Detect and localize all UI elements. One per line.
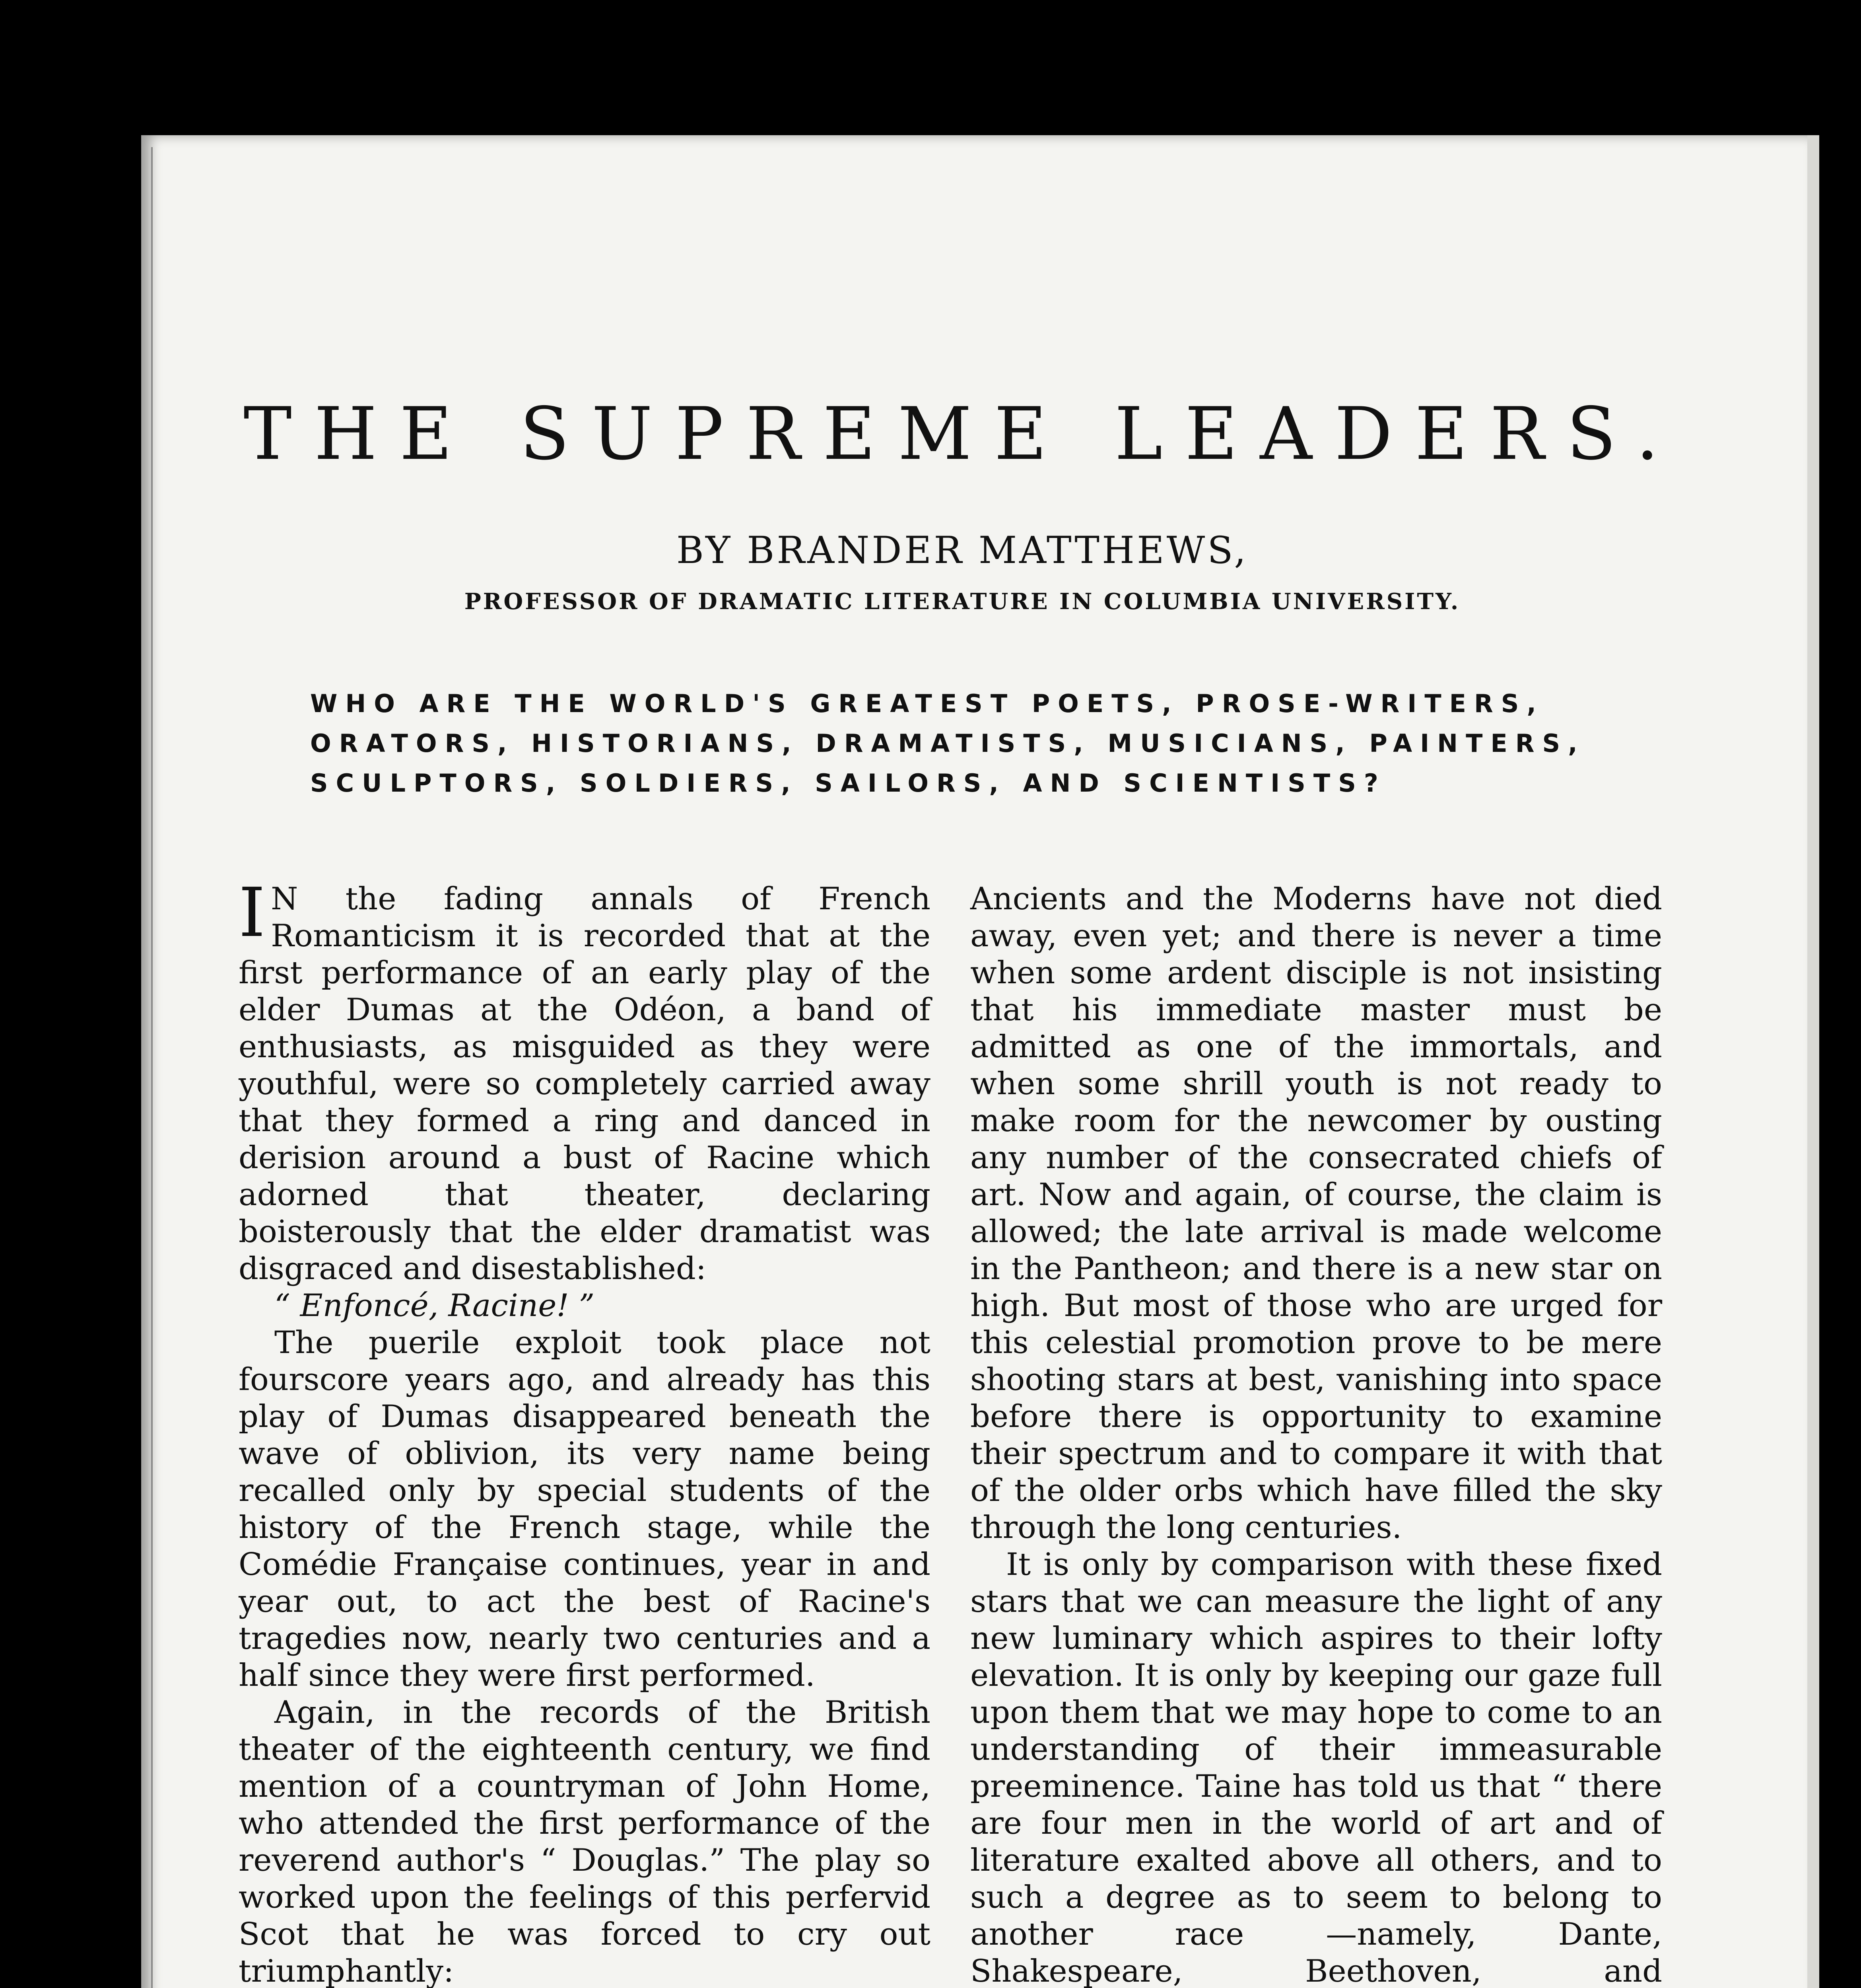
article-subtitle — [310, 684, 1634, 803]
paragraph: Ancients and the Moderns have not died away, even yet; and there is never a time when some ardent disciple is not insisting that his immediate master must be admitted as one of the immortals, and when some shrill youth is not ready to make room for the newcomer by ousting any number of the consecrated chiefs of art. Now and again, of course, the claim is allowed; the late arrival is made welcome in the Pantheon; and there is a new star on high. But most of those who are urged for this celestial promotion prove to be mere shooting stars at best, vanishing into space before there is opportunity to examine their spectrum and to compare it with that of the older orbs which have filled the sky through the long centuries. — [970, 881, 1662, 1545]
right-column — [970, 881, 1662, 1988]
subtitle-line-3: SCULPTORS, SOLDIERS, SAILORS, AND SCIENTISTS? — [310, 769, 1386, 798]
binding-line — [151, 147, 153, 1988]
subtitle-line-2: ORATORS, HISTORIANS, DRAMATISTS, MUSICIANS, PAINTERS, — [310, 729, 1585, 758]
paragraph — [239, 874, 930, 1287]
subtitle-line-1: WHO ARE THE WORLD'S GREATEST POETS, PROSE-WRITERS, — [310, 689, 1544, 718]
author-affiliation: PROFESSOR OF DRAMATIC LITERATURE IN COLUMBIA UNIVERSITY. — [464, 588, 1461, 615]
facing-page-edge — [1807, 135, 1819, 1988]
paragraph: The puerile exploit took place not fourscore years ago, and already has this play of Dumas disappeared beneath the wave of oblivion, its very name being recalled only by special students of the history of the French stage, while the Comédie Française continues, year in and year out, to act the best of Racine's tragedies now, nearly two centuries and a half since they were first performed. — [239, 1325, 930, 1693]
article-title: THE SUPREME LEADERS. — [243, 392, 1681, 476]
author-byline: BY BRANDER MATTHEWS, — [676, 529, 1249, 572]
paragraph: It is only by comparison with these fixed stars that we can measure the light of any new luminary which aspires to their lofty elevation. It is only by keeping our gaze full upon them that we may hope to come to an understanding of their immeasurable preeminence. Taine has told us that “ there are four men in the world of art and of literature exalted above all others, and to such a degree as to seem to belong to another race —namely, Dante, Shakespeare, Beethoven, and — [970, 1547, 1662, 1988]
drop-cap: I — [239, 874, 266, 952]
paragraph-text: N the fading annals of French Romanticism it is recorded that at the first performance of an early play of the elder Dumas at the Odéon, a band of enthusiasts, as misguided as they were youthful, were so completely carried away that they formed a ring and danced in derision around a bust of Racine which adorned that theater, declaring boisterously that the elder dramatist was disgraced and disestablished: — [239, 881, 930, 1287]
quotation: “ Enfoncé, Racine! ” — [274, 1288, 595, 1324]
paragraph: Again, in the records of the British theater of the eighteenth century, we find mention of a countryman of John Home, who attended the first performance of the reverend author's “ Douglas.” The play so worked upon the feelings of this perfervid Scot that he was forced to cry out triumphantly: — [239, 1695, 930, 1988]
left-column — [239, 874, 930, 1988]
